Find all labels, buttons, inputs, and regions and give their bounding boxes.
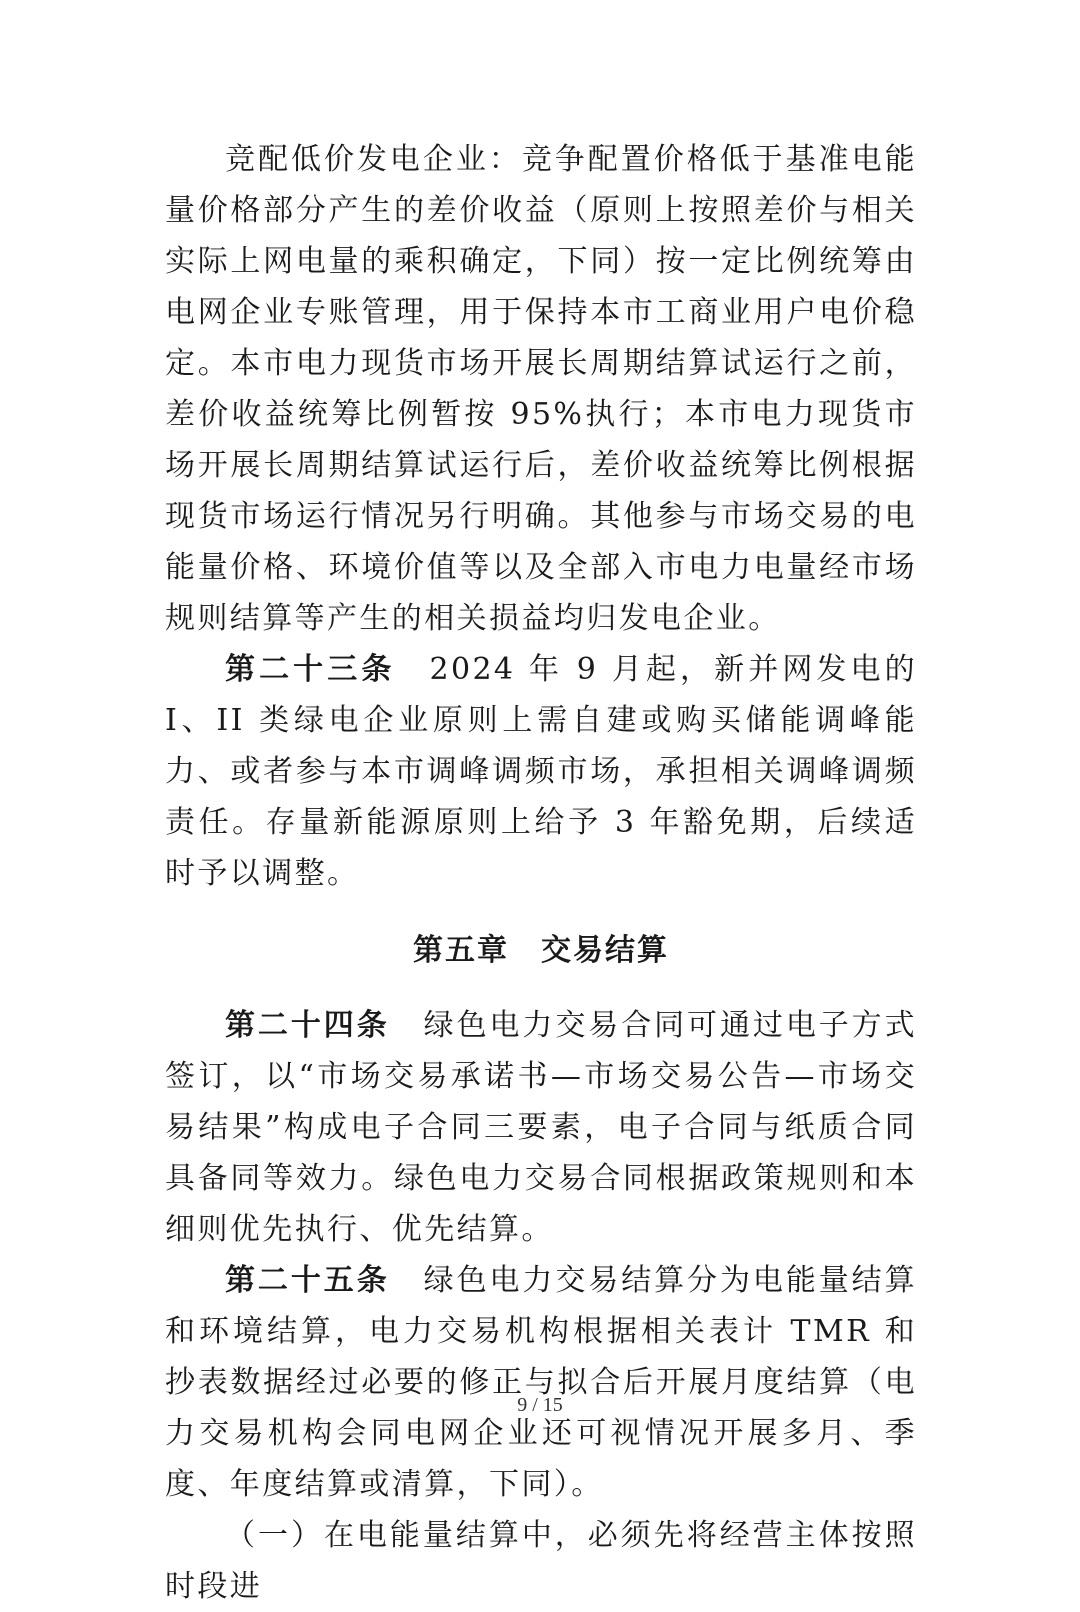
article-24 [165, 1000, 917, 1255]
chapter-number: 第五章 [413, 933, 509, 968]
article-23-body: 2024 年 9 月起，新并网发电的 I、II 类绿电企业原则上需自建或购买储能调峰能力、或者参与本市调峰调频市场，承担相关调峰调频责任。存量新能源原则上给予 3 年豁免期，后续适时予以调整。 [165, 652, 918, 891]
paragraph-low-price-generators: 竞配低价发电企业：竞争配置价格低于基准电能量价格部分产生的差价收益（原则上按照差价与相关实际上网电量的乘积确定，下同）按一定比例统筹由电网企业专账管理，用于保持本市工商业用户电价稳定。本市电力现货市场开展长周期结算试运行之前，差价收益统筹比例暂按 95%执行；本市电力现货市场开展长周期结算试运行后，差价收益统筹比例根据现货市场运行情况另行明确。其他参与市场交易的电能量价格、环境价值等以及全部入市电力电量经市场规则结算等产生的相关损益均归发电企业。 [165, 142, 917, 636]
document-page [165, 134, 917, 1612]
article-23 [165, 644, 917, 899]
chapter-title [165, 925, 917, 976]
article-24-body: 绿色电力交易合同可通过电子方式签订，以“市场交易承诺书—市场交易公告—市场交易结果”构成电子合同三要素，电子合同与纸质合同具备同等效力。绿色电力交易合同根据政策规则和本细则优先执行、优先结算。 [165, 1008, 918, 1247]
article-25 [165, 1255, 917, 1510]
article-25-heading: 第二十五条 [225, 1263, 390, 1298]
article-24-heading: 第二十四条 [225, 1008, 390, 1043]
article-23-heading: 第二十三条 [225, 652, 396, 687]
page-number: 9 / 15 [517, 1394, 563, 1416]
article-25-body: 绿色电力交易结算分为电能量结算和环境结算，电力交易机构根据相关表计 TMR 和抄表数据经过必要的修正与拟合后开展月度结算（电力交易机构会同电网企业还可视情况开展多月、季度、年度结算或清算，下同）。 [165, 1263, 918, 1502]
chapter-name: 交易结算 [541, 933, 669, 968]
article-25-item-1: （一）在电能量结算中，必须先将经营主体按照时段进 [165, 1518, 917, 1604]
